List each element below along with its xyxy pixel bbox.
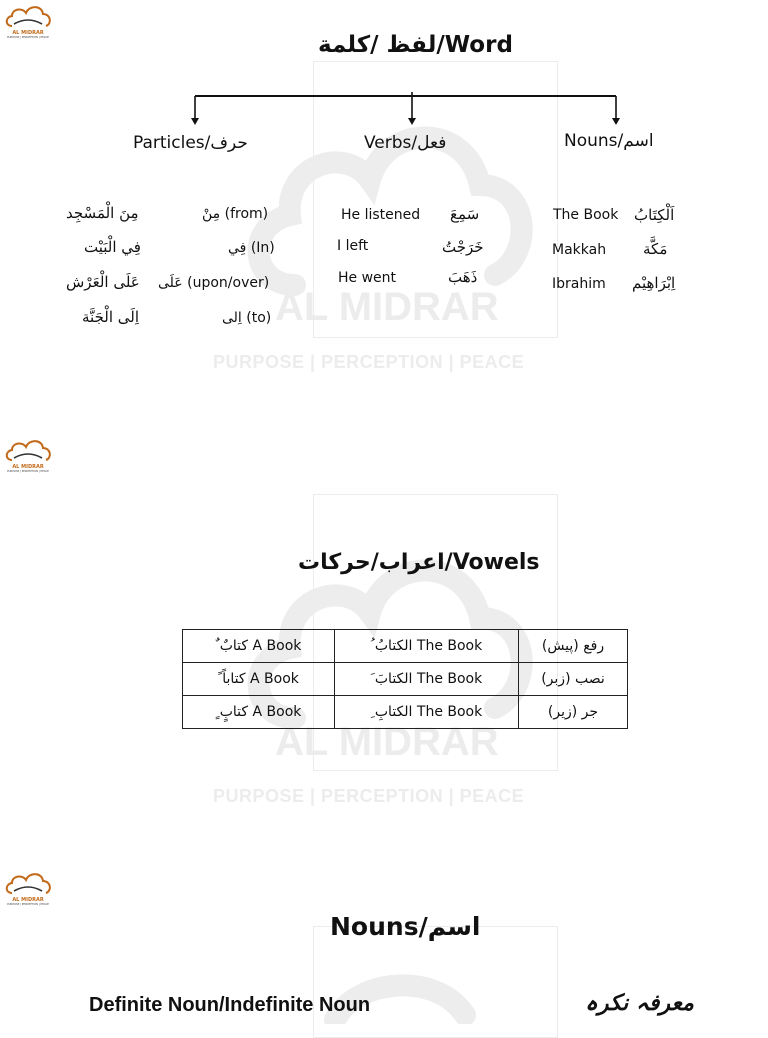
case-cell: جر (زیر) <box>519 696 628 729</box>
particle-word: عَلَى (upon/over) <box>158 275 270 291</box>
logo <box>2 2 54 48</box>
logo-name: AL MIDRAR <box>12 897 44 903</box>
noun-arabic: اَلْكِتَابُ <box>634 206 675 224</box>
watermark-tagline: PURPOSE | PERCEPTION | PEACE <box>213 786 525 806</box>
vowels-table <box>182 629 628 729</box>
table-row <box>183 663 628 696</box>
logo-tagline: PURPOSE | PERCEPTION | PEACE <box>7 903 49 906</box>
noun-arabic: اِبْرَاهِيْم <box>632 274 676 292</box>
particle-word: فِي (In) <box>228 240 275 256</box>
tree-connector <box>190 92 622 128</box>
verb-arabic: سَمِعَ <box>450 205 480 223</box>
branch-particles: Particles/حرف <box>133 133 248 153</box>
noun-english: The Book <box>553 207 619 223</box>
noun-english: Makkah <box>552 242 607 258</box>
verb-english: I left <box>337 238 369 254</box>
branch-nouns: Nouns/اسم <box>564 131 654 151</box>
particle-word: مِنْ (from) <box>202 206 269 222</box>
page3-title: Nouns/اسم <box>330 912 481 941</box>
indefinite-cell: ٍ كتابٍ A Book <box>183 696 335 729</box>
logo <box>2 869 54 915</box>
watermark-name: AL MIDRAR <box>275 285 499 329</box>
watermark-tagline: PURPOSE | PERCEPTION | PEACE <box>213 352 525 372</box>
indefinite-cell: ً كتاباً A Book <box>183 663 335 696</box>
logo <box>2 436 54 482</box>
noun-english: Ibrahim <box>552 276 606 292</box>
page2-title: اعراب/حرکات/Vowels <box>298 550 540 575</box>
cloud-logo-icon <box>2 2 54 30</box>
table-row <box>183 630 628 663</box>
definite-cell: ُ الكتابُ The Book <box>335 630 519 663</box>
indefinite-cell: ٌ كتابٌ A Book <box>183 630 335 663</box>
particle-phrase: اِلَى الْجَنَّة <box>82 308 139 326</box>
cloud-logo-icon <box>2 436 54 464</box>
definite-cell: َ الكتابَ The Book <box>335 663 519 696</box>
branch-verbs: Verbs/فعل <box>364 133 447 153</box>
logo-name: AL MIDRAR <box>12 464 44 470</box>
page3-subtitle: Definite Noun/Indefinite Noun <box>89 994 371 1016</box>
watermark-name: AL MIDRAR <box>275 720 499 764</box>
particle-phrase: فِي الْبَيْت <box>84 238 141 256</box>
logo-tagline: PURPOSE | PERCEPTION | PEACE <box>7 470 49 473</box>
noun-arabic: مَكَّة <box>643 240 668 258</box>
verb-english: He listened <box>341 207 421 223</box>
page3-urdu-subtitle: معرفہ نکرہ <box>585 990 694 1016</box>
logo-name: AL MIDRAR <box>12 30 44 36</box>
verb-arabic: ذَهَبَ <box>448 268 478 286</box>
page1-title: لفظ /كلمة/Word <box>318 32 513 58</box>
logo-tagline: PURPOSE | PERCEPTION | PEACE <box>7 36 49 39</box>
verb-arabic: خَرَجْتُ <box>442 238 484 256</box>
definite-cell: ِ الكتابِ The Book <box>335 696 519 729</box>
verb-english: He went <box>338 270 397 286</box>
table-row <box>183 696 628 729</box>
cloud-logo-icon <box>2 869 54 897</box>
particle-phrase: عَلَى الْعَرْش <box>66 273 140 291</box>
case-cell: نصب (زبر) <box>519 663 628 696</box>
particle-phrase: مِنَ الْمَسْجِد <box>66 204 139 222</box>
case-cell: رفع (پیش) <box>519 630 628 663</box>
particle-word: اِلى (to) <box>222 310 272 326</box>
